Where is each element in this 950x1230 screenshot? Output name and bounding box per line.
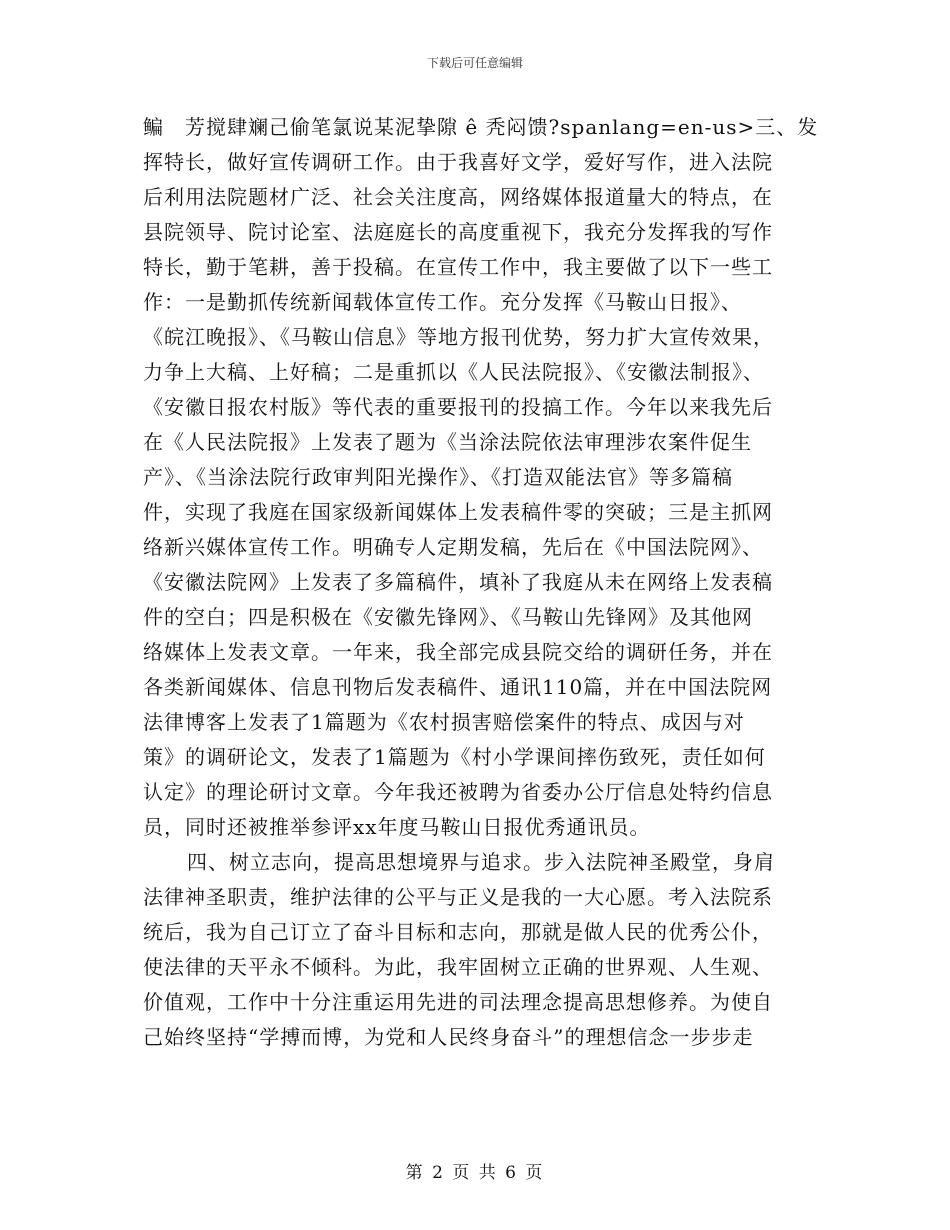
text-line: 法律神圣职责，维护法律的公平与正义是我的一大心愿。考入法院系 [143,885,773,909]
text-line: 络新兴媒体宣传工作。明确专人定期发稿，先后在《中国法院网》、 [143,535,763,559]
text-line: 己始终坚持“学搏而博，为党和人民终身奋斗”的理想信念一步步走 [143,1025,754,1049]
text-line: 策》的调研论文，发表了1篇题为《村小学课间摔伤致死，责任如何 [143,745,766,769]
text-line: 《皖江晚报》、《马鞍山信息》等地方报刊优势，努力扩大宣传效果， [143,325,774,349]
text-line: 件，实现了我庭在国家级新闻媒体上发表稿件零的突破；三是主抓网 [143,500,773,524]
text-line: 统后，我为自己订立了奋斗目标和志向，那就是做人民的优秀公仆， [143,920,773,944]
text-line: 县院领导、院讨论室、法庭庭长的高度重视下，我充分发挥我的写作 [143,220,773,244]
text-line: 特长，勤于笔耕，善于投稿。在宣传工作中，我主要做了以下一些工 [143,255,773,279]
text-line: 在《人民法院报》上发表了题为《当涂法院依法审理涉农案件促生 [143,430,752,454]
text-line: 法律博客上发表了1篇题为《农村损害赔偿案件的特点、成因与对 [143,710,745,734]
text-line: 价值观，工作中十分注重运用先进的司法理念提高思想修养。为使自 [143,990,773,1014]
text-line: 挥特长，做好宣传调研工作。由于我喜好文学，爱好写作，进入法院 [143,150,773,174]
text-line: 后利用法院题材广泛、社会关注度高，网络媒体报道量大的特点，在 [143,185,773,209]
paragraph-1 [143,110,819,845]
page-header: 下载后可任意编辑 [426,56,523,70]
text-line: 产》、《当涂法院行政审判阳光操作》、《打造双能法官》等多篇稿 [143,465,733,489]
text-line: 《安徽日报农村版》等代表的重要报刊的投搞工作。今年以来我先后 [143,395,773,419]
text-line: 各类新闻媒体、信息刊物后发表稿件、通讯110篇，并在中国法院网 [143,675,773,699]
text-line: 件的空白；四是积极在《安徽先锋网》、《马鞍山先锋网》及其他网 [143,605,753,629]
page-footer: 第 2 页 共 6 页 [405,1163,545,1183]
document-body [143,110,819,1055]
text-line: 认定》的理论研讨文章。今年我还被聘为省委办公厅信息处特约信息 [143,780,773,804]
text-line: 员，同时还被推举参评xx年度马鞍山日报优秀通讯员。 [143,815,651,839]
text-line: 四、树立志向，提高思想境界与追求。步入法院神圣殿堂，身肩 [187,850,775,874]
text-line: 鳊 芳搅肆斓己偷笔氯说某泥挚隙 ê 秃闷馈?spanlang=en-us>三、发 [143,115,819,139]
text-line: 作：一是勤抓传统新闻载体宣传工作。充分发挥《马鞍山日报》、 [143,290,742,314]
text-line: 使法律的天平永不倾科。为此，我牢固树立正确的世界观、人生观、 [143,955,773,979]
text-line: 《安徽法院网》上发表了多篇稿件，填补了我庭从未在网络上发表稿 [143,570,773,594]
paragraph-2 [143,845,803,1055]
text-line: 力争上大稿、上好稿；二是重抓以《人民法院报》、《安徽法制报》、 [143,360,764,384]
text-line: 络媒体上发表文章。一年来，我全部完成县院交给的调研任务，并在 [143,640,773,664]
